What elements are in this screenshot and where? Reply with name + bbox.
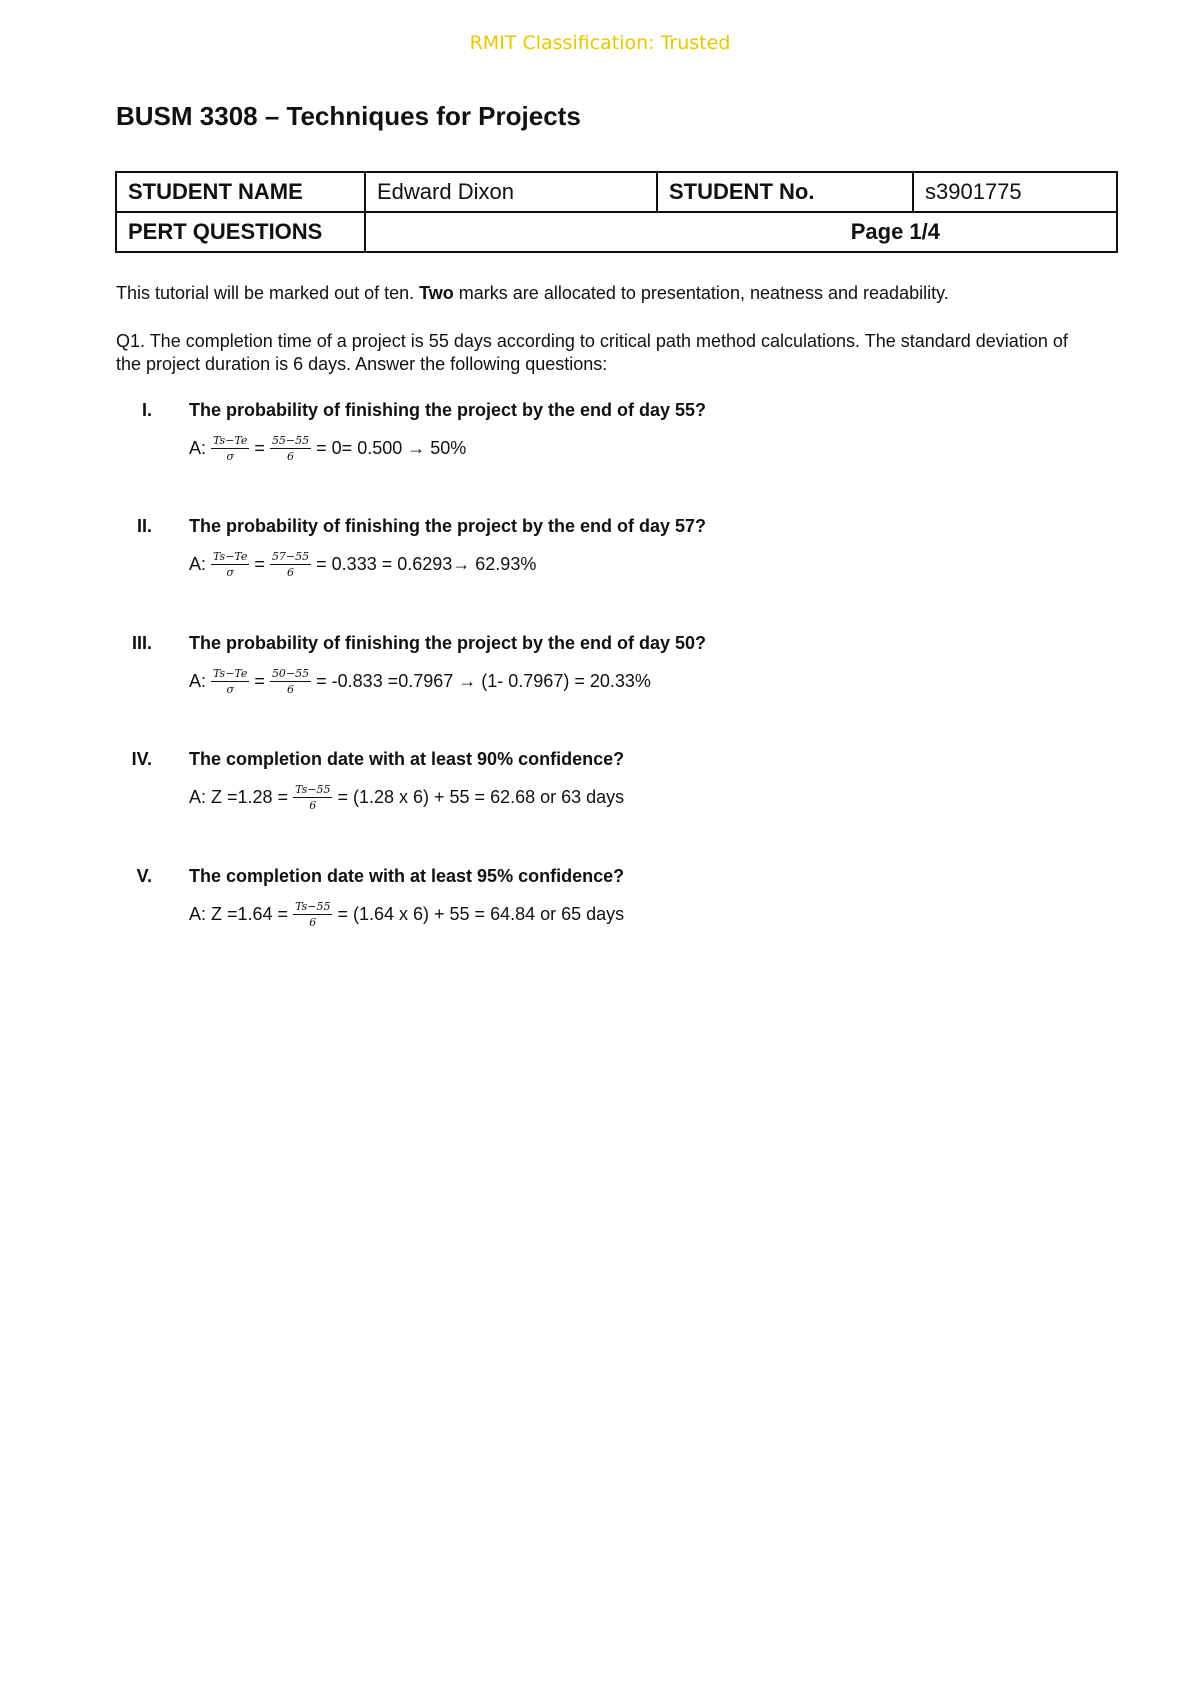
student-info-row: [116, 172, 1117, 212]
equals-sign: =: [254, 438, 265, 458]
answer-line: [189, 900, 624, 929]
classification-label: RMIT Classification: Trusted: [469, 32, 731, 54]
formula-fraction: [293, 783, 332, 812]
fraction-denominator: σ: [226, 683, 234, 696]
intro-text-end: marks are allocated to presentation, neatness and readability.: [453, 283, 949, 303]
answer-prefix: A: Z =1.64 =: [189, 904, 289, 924]
fraction-denominator: σ: [226, 566, 234, 579]
answer-result: = -0.833 =0.7967 → (1- 0.7967) = 20.33%: [316, 671, 651, 691]
fraction-numerator: Ts−Te: [213, 434, 248, 447]
intro-text: [116, 283, 949, 304]
formula-fraction: [211, 434, 249, 463]
equals-sign: =: [254, 671, 265, 691]
answer-line: [189, 550, 536, 579]
formula-fraction: [211, 667, 249, 696]
section-label: PERT QUESTIONS: [116, 212, 365, 252]
answer-prefix: A:: [189, 671, 207, 691]
fraction-numerator: 50−55: [271, 667, 310, 680]
fraction-numerator: 57−55: [271, 550, 310, 563]
question-number: V.: [136, 866, 152, 886]
fraction-numerator: Ts−Te: [213, 550, 248, 563]
fraction-numerator: Ts−55: [295, 783, 331, 796]
answer-prefix: A:: [189, 438, 207, 458]
fraction-denominator: 6: [287, 566, 295, 579]
section-row: [116, 212, 1117, 252]
answer-result: = 0.333 = 0.6293→ 62.93%: [316, 554, 537, 574]
fraction-denominator: 6: [309, 799, 317, 812]
question-number: II.: [136, 516, 152, 536]
student-number-value: s3901775: [913, 172, 1117, 212]
question-text: The probability of finishing the project by the end of day 57?: [189, 516, 707, 536]
question-number: IV.: [131, 749, 152, 769]
answer-prefix: A:: [189, 554, 207, 574]
answer-line: [189, 783, 624, 812]
fraction-numerator: Ts−Te: [213, 667, 248, 680]
intro-text-bold: Two: [419, 283, 454, 303]
fraction-denominator: 6: [309, 916, 317, 929]
answer-result: = (1.28 x 6) + 55 = 62.68 or 63 days: [337, 787, 625, 807]
fraction-denominator: 6: [287, 683, 295, 696]
answer-result: = (1.64 x 6) + 55 = 64.84 or 65 days: [337, 904, 625, 924]
value-fraction: [270, 550, 311, 579]
question-text: The completion date with at least 90% confidence?: [189, 749, 625, 769]
equals-sign: =: [254, 554, 265, 574]
student-name-value: Edward Dixon: [365, 172, 657, 212]
answer-line: [189, 667, 651, 696]
fraction-numerator: Ts−55: [295, 900, 331, 913]
student-name-label: STUDENT NAME: [116, 172, 365, 212]
course-title: BUSM 3308 – Techniques for Projects: [116, 101, 581, 131]
answer-result: = 0= 0.500 → 50%: [316, 438, 467, 458]
value-fraction: [270, 434, 311, 463]
question-number: I.: [141, 400, 152, 420]
fraction-numerator: 55−55: [271, 434, 310, 447]
question-text: The completion date with at least 95% confidence?: [189, 866, 625, 886]
value-fraction: [270, 667, 311, 696]
formula-fraction: [293, 900, 332, 929]
question-number: III.: [131, 633, 152, 653]
student-info-table: [115, 171, 1118, 253]
intro-text-start: This tutorial will be marked out of ten.: [116, 283, 420, 303]
student-number-label: STUDENT No.: [657, 172, 913, 212]
fraction-denominator: 6: [287, 450, 295, 463]
question-text: The probability of finishing the project by the end of day 55?: [189, 400, 707, 420]
fraction-denominator: σ: [226, 450, 234, 463]
formula-fraction: [211, 550, 249, 579]
answer-line: [189, 434, 466, 463]
answer-prefix: A: Z =1.28 =: [189, 787, 289, 807]
question-text: The probability of finishing the project by the end of day 50?: [189, 633, 707, 653]
question-1-text: Q1. The completion time of a project is 55 days according to critical path method calculations. The standard deviation of the project duration is 6 days. Answer the following questions:: [116, 331, 1068, 374]
page-indicator: Page 1/4: [365, 212, 1117, 252]
